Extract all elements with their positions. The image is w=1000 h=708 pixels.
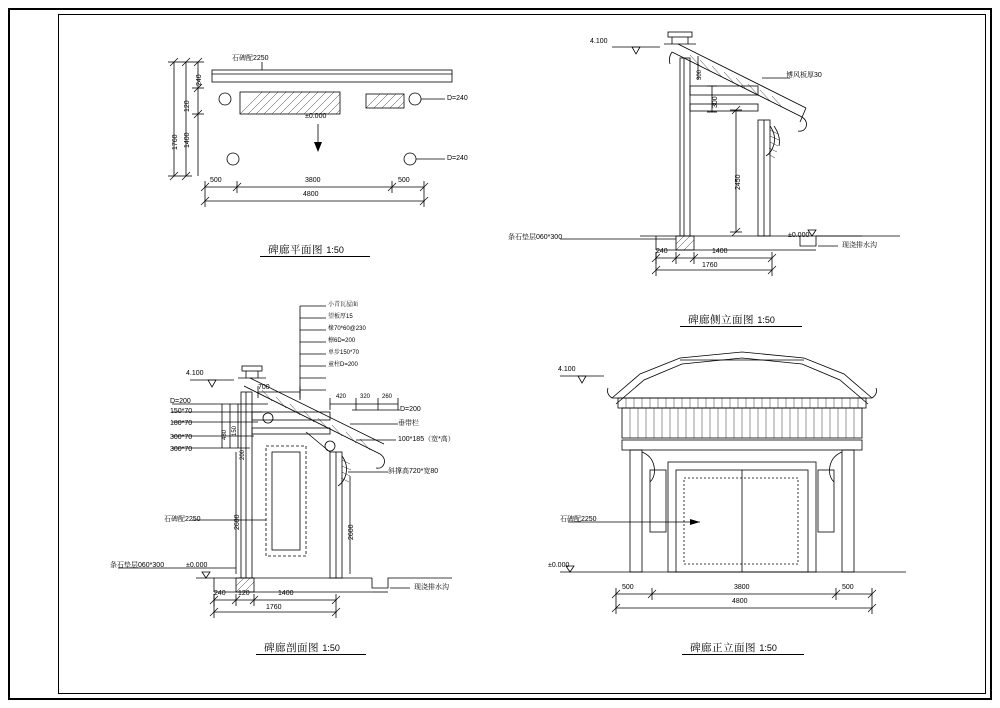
section-dim-200: 200 [240,449,246,460]
section-callout-0: D=200 [170,398,191,405]
plan-view-scale: 1:50 [326,245,344,255]
front-level-ground: ±0.000 [548,562,570,569]
side-dim-2450: 2450 [735,174,742,190]
front-dim-3800: 3800 [734,584,750,591]
side-level-ground: ±0.000 [788,232,810,239]
section-small-dim-480: 480 [222,429,228,440]
section-small-dim-150: 150 [232,425,238,436]
section-drain-label: 现浇排水沟 [414,584,449,591]
section-stone-base-label: 条石垫层060*300 [110,562,165,569]
front-dim-500-left: 500 [622,584,634,591]
side-dim-1760: 1760 [702,262,718,269]
section-legend-5: 童柱D=200 [328,362,358,368]
section-level-top: 4.100 [186,370,204,377]
section-callout-2: 180*70 [170,420,193,427]
plan-view-title-text: 碑廊平面图 [268,244,323,256]
section-legend-3: 檩6D=200 [328,338,356,344]
front-title-underline [682,654,804,655]
plan-dim-3800: 3800 [305,177,321,184]
side-view-scale: 1:50 [757,315,775,325]
plan-view-title [268,242,344,257]
side-view-title-text: 碑廊侧立面图 [688,314,754,326]
plan-dim-500-right: 500 [398,177,410,184]
plan-dim-120: 120 [184,100,191,112]
section-dim-1400: 1400 [278,590,294,597]
section-view-title-text: 碑廊剖面图 [264,642,319,654]
section-dim-120: 120 [238,590,250,597]
plan-stone-slab-label: 石碑配2250 [232,55,269,62]
section-callout-1: 150*70 [170,408,193,415]
front-dim-500-right: 500 [842,584,854,591]
section-right-callout-0: D=200 [400,406,421,413]
side-level-top: 4.100 [590,38,608,45]
section-callout-3: 300*70 [170,434,193,441]
plan-title-underline [260,256,370,257]
section-dim-1760: 1760 [266,604,282,611]
section-view-title [264,640,340,655]
section-legend-2: 椽70*60@230 [328,326,366,332]
section-view-scale: 1:50 [322,643,340,653]
side-dim-1400: 1400 [712,248,728,255]
front-stone-slab-label: 石碑配2250 [560,516,597,523]
front-view-title-text: 碑廊正立面图 [690,642,756,654]
side-barge-board-label: 博风板厚30 [786,72,822,79]
side-dim-slope: 300 [697,69,703,80]
section-legend-dim-2: 260 [382,394,393,400]
section-right-callout-1: 垂带栏 [398,420,419,427]
side-dim-240: 240 [656,248,668,255]
plan-dim-240: 240 [196,74,203,86]
section-dim-2600-left: 2600 [234,514,241,530]
side-dim-300: 300 [712,96,719,108]
plan-column-bottom-label: D=240 [447,155,468,162]
side-stone-base-label: 条石垫层060*300 [508,234,563,241]
plan-dim-1400: 1400 [184,132,191,148]
section-callout-4: 300*70 [170,446,193,453]
front-view-scale: 1:50 [759,643,777,653]
front-view-title [690,640,777,655]
section-legend-dim-1: 320 [360,394,371,400]
section-legend-4: 单步150*70 [328,350,360,356]
front-level-top: 4.100 [558,366,576,373]
section-title-underline [256,654,366,655]
plan-level-label: ±0.000 [305,113,327,120]
section-legend-1: 望板厚15 [328,314,353,320]
section-right-callout-3: 斜撑高720*宽80 [388,468,439,475]
section-right-callout-2: 100*185（宽*高） [398,436,455,443]
section-dim-2600-right: 2600 [348,524,355,540]
section-dim-700: 700 [258,384,270,391]
section-legend-dim-0: 420 [336,394,347,400]
sheet-border-inner [58,14,986,694]
plan-column-top-label: D=240 [447,95,468,102]
plan-dim-4800: 4800 [303,191,319,198]
section-level-ground: ±0.000 [186,562,208,569]
side-title-underline [680,326,802,327]
front-dim-4800: 4800 [732,598,748,605]
side-drain-label: 现浇排水沟 [842,242,877,249]
section-dim-240: 240 [214,590,226,597]
plan-dim-500-left: 500 [210,177,222,184]
section-stone-slab-label: 石碑配2250 [164,516,201,523]
section-legend-0: 小青瓦屋面 [328,302,359,308]
plan-dim-1760: 1760 [172,134,179,150]
side-view-title [688,312,775,327]
